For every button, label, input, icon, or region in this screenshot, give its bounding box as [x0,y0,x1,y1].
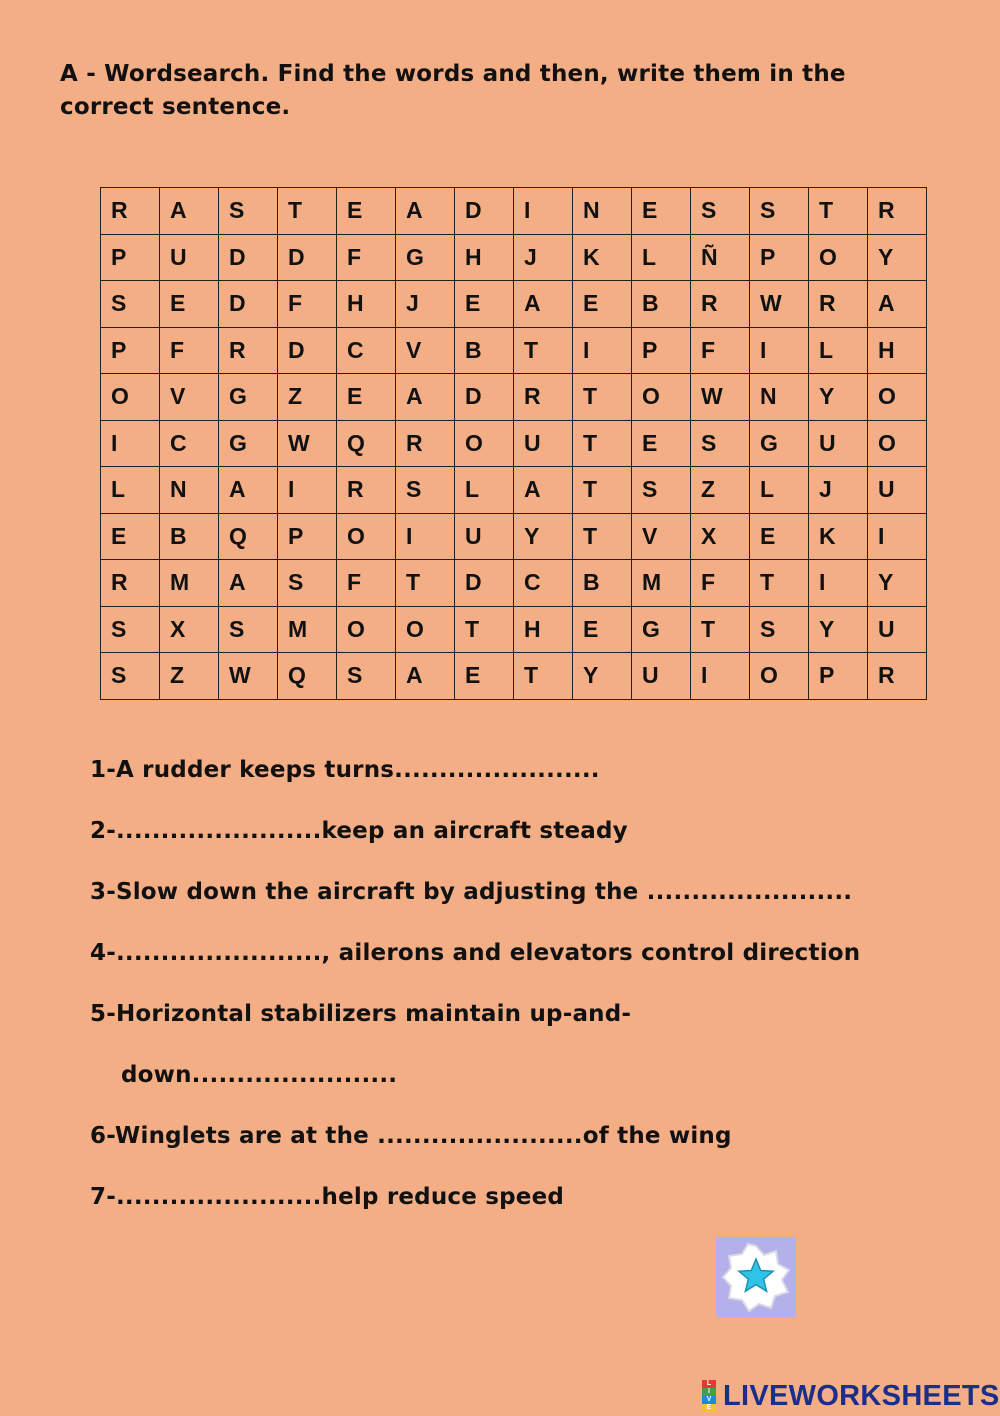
grid-cell: P [809,653,868,700]
grid-cell: S [219,188,278,235]
grid-cell: P [278,513,337,560]
grid-cell: V [396,327,455,374]
grid-cell: T [514,653,573,700]
grid-cell: E [455,653,514,700]
grid-cell: A [868,281,927,328]
grid-cell: G [750,420,809,467]
grid-cell: T [396,560,455,607]
grid-cell: M [160,560,219,607]
brand-badge-letter: L [702,1380,716,1388]
grid-cell: Y [573,653,632,700]
wordsearch-grid [100,187,927,700]
grid-cell: W [278,420,337,467]
grid-cell: U [632,653,691,700]
grid-cell: O [632,374,691,421]
grid-cell: M [632,560,691,607]
grid-cell: N [750,374,809,421]
grid-cell: R [868,188,927,235]
grid-row [101,653,927,700]
grid-cell: A [396,653,455,700]
grid-cell: T [573,513,632,560]
grid-cell: R [691,281,750,328]
grid-cell: S [750,606,809,653]
grid-cell: T [691,606,750,653]
grid-cell: Z [691,467,750,514]
grid-cell: E [455,281,514,328]
grid-cell: F [337,560,396,607]
grid-cell: O [455,420,514,467]
grid-cell: U [455,513,514,560]
grid-cell: C [160,420,219,467]
grid-cell: L [809,327,868,374]
grid-cell: H [514,606,573,653]
grid-row [101,420,927,467]
grid-cell: J [396,281,455,328]
grid-cell: D [455,560,514,607]
grid-cell: K [809,513,868,560]
grid-cell: Z [278,374,337,421]
brand-badge-letter: E [702,1404,716,1412]
grid-row [101,374,927,421]
sentence-3: 3-Slow down the aircraft by adjusting the ....................... [90,879,853,905]
grid-cell: A [514,281,573,328]
grid-cell: V [632,513,691,560]
grid-cell: Ñ [691,234,750,281]
grid-cell: H [337,281,396,328]
grid-cell: D [219,281,278,328]
grid-cell: E [573,606,632,653]
grid-cell: S [691,188,750,235]
grid-cell: S [396,467,455,514]
grid-cell: C [337,327,396,374]
grid-row [101,513,927,560]
grid-cell: O [337,606,396,653]
grid-cell: S [219,606,278,653]
grid-cell: I [278,467,337,514]
grid-row [101,281,927,328]
grid-cell: S [101,281,160,328]
grid-cell: B [455,327,514,374]
grid-cell: B [573,560,632,607]
grid-cell: F [691,560,750,607]
brand-name: LIVEWORKSHEETS [723,1379,1000,1412]
grid-cell: H [455,234,514,281]
grid-cell: K [573,234,632,281]
grid-cell: L [101,467,160,514]
grid-cell: T [750,560,809,607]
grid-cell: E [632,420,691,467]
grid-cell: G [396,234,455,281]
grid-cell: F [160,327,219,374]
sentence-1: 1-A rudder keeps turns....................... [90,757,600,783]
grid-cell: R [101,560,160,607]
grid-cell: S [101,653,160,700]
grid-cell: T [809,188,868,235]
grid-cell: A [219,467,278,514]
grid-cell: Y [809,606,868,653]
brand-badge-letter: I [702,1388,716,1396]
grid-cell: D [455,374,514,421]
grid-cell: Q [337,420,396,467]
grid-cell: N [160,467,219,514]
grid-cell: Y [514,513,573,560]
grid-cell: U [809,420,868,467]
sentence-list [90,752,970,1240]
grid-cell: E [160,281,219,328]
grid-cell: I [750,327,809,374]
grid-cell: E [573,281,632,328]
sentence-2: 2-.......................keep an aircraft steady [90,818,628,844]
grid-cell: D [219,234,278,281]
grid-row [101,327,927,374]
grid-cell: E [101,513,160,560]
grid-cell: Q [278,653,337,700]
grid-cell: I [101,420,160,467]
grid-row [101,606,927,653]
sentence-4: 4-......................., ailerons and elevators control direction [90,940,861,966]
grid-row [101,188,927,235]
grid-cell: U [514,420,573,467]
grid-cell: D [278,234,337,281]
grid-cell: S [750,188,809,235]
grid-cell: Y [868,560,927,607]
grid-row [101,234,927,281]
grid-cell: U [868,606,927,653]
grid-cell: O [868,374,927,421]
sentence-5: 5-Horizontal stabilizers maintain up-and- [90,1001,632,1027]
grid-cell: G [219,420,278,467]
sentence-7: 7-.......................help reduce speed [90,1184,565,1210]
grid-cell: S [691,420,750,467]
sentence-6: 6-Winglets are at the .......................of the wing [90,1123,732,1149]
grid-cell: S [101,606,160,653]
grid-cell: P [101,327,160,374]
grid-cell: Y [809,374,868,421]
grid-cell: F [278,281,337,328]
grid-cell: X [160,606,219,653]
grid-cell: A [396,374,455,421]
grid-cell: I [514,188,573,235]
grid-cell: H [868,327,927,374]
grid-cell: B [632,281,691,328]
grid-cell: J [809,467,868,514]
grid-row [101,467,927,514]
grid-cell: T [573,420,632,467]
grid-cell: T [573,374,632,421]
grid-cell: G [632,606,691,653]
grid-cell: E [632,188,691,235]
page-title: A - Wordsearch. Find the words and then, write them in the correct sentence. [60,61,846,120]
sentence-5-continued: down....................... [121,1062,398,1088]
grid-cell: Q [219,513,278,560]
grid-cell: W [750,281,809,328]
grid-cell: U [160,234,219,281]
grid-cell: A [160,188,219,235]
grid-cell: B [160,513,219,560]
grid-row [101,560,927,607]
grid-cell: O [868,420,927,467]
grid-cell: S [337,653,396,700]
grid-cell: R [396,420,455,467]
grid-cell: L [632,234,691,281]
grid-cell: I [573,327,632,374]
grid-cell: I [809,560,868,607]
grid-cell: P [632,327,691,374]
grid-cell: O [809,234,868,281]
grid-cell: T [573,467,632,514]
grid-cell: R [337,467,396,514]
grid-cell: C [514,560,573,607]
grid-cell: R [219,327,278,374]
grid-cell: E [337,188,396,235]
grid-cell: N [573,188,632,235]
grid-cell: T [514,327,573,374]
grid-cell: L [750,467,809,514]
grid-cell: R [514,374,573,421]
grid-cell: S [278,560,337,607]
grid-cell: Z [160,653,219,700]
grid-cell: R [809,281,868,328]
grid-cell: O [337,513,396,560]
grid-cell: P [101,234,160,281]
star-icon [716,1237,796,1317]
grid-cell: D [455,188,514,235]
grid-cell: O [750,653,809,700]
grid-cell: W [691,374,750,421]
grid-cell: I [396,513,455,560]
liveworksheets-logo [697,1376,1000,1416]
grid-cell: F [691,327,750,374]
grid-cell: E [337,374,396,421]
grid-cell: Y [868,234,927,281]
grid-cell: V [160,374,219,421]
grid-cell: E [750,513,809,560]
grid-cell: M [278,606,337,653]
grid-cell: G [219,374,278,421]
grid-cell: F [337,234,396,281]
grid-cell: P [750,234,809,281]
grid-cell: O [396,606,455,653]
grid-cell: J [514,234,573,281]
star-sticker [716,1237,796,1317]
grid-cell: W [219,653,278,700]
grid-cell: U [868,467,927,514]
grid-cell: I [691,653,750,700]
grid-cell: X [691,513,750,560]
grid-cell: R [101,188,160,235]
grid-cell: R [868,653,927,700]
grid-cell: L [455,467,514,514]
grid-cell: T [278,188,337,235]
brand-badge [697,1380,721,1412]
grid-cell: D [278,327,337,374]
grid-cell: T [455,606,514,653]
grid-cell: I [868,513,927,560]
grid-cell: O [101,374,160,421]
grid-cell: A [514,467,573,514]
brand-badge-letter: V [702,1396,716,1404]
grid-cell: A [219,560,278,607]
grid-cell: A [396,188,455,235]
grid-cell: S [632,467,691,514]
